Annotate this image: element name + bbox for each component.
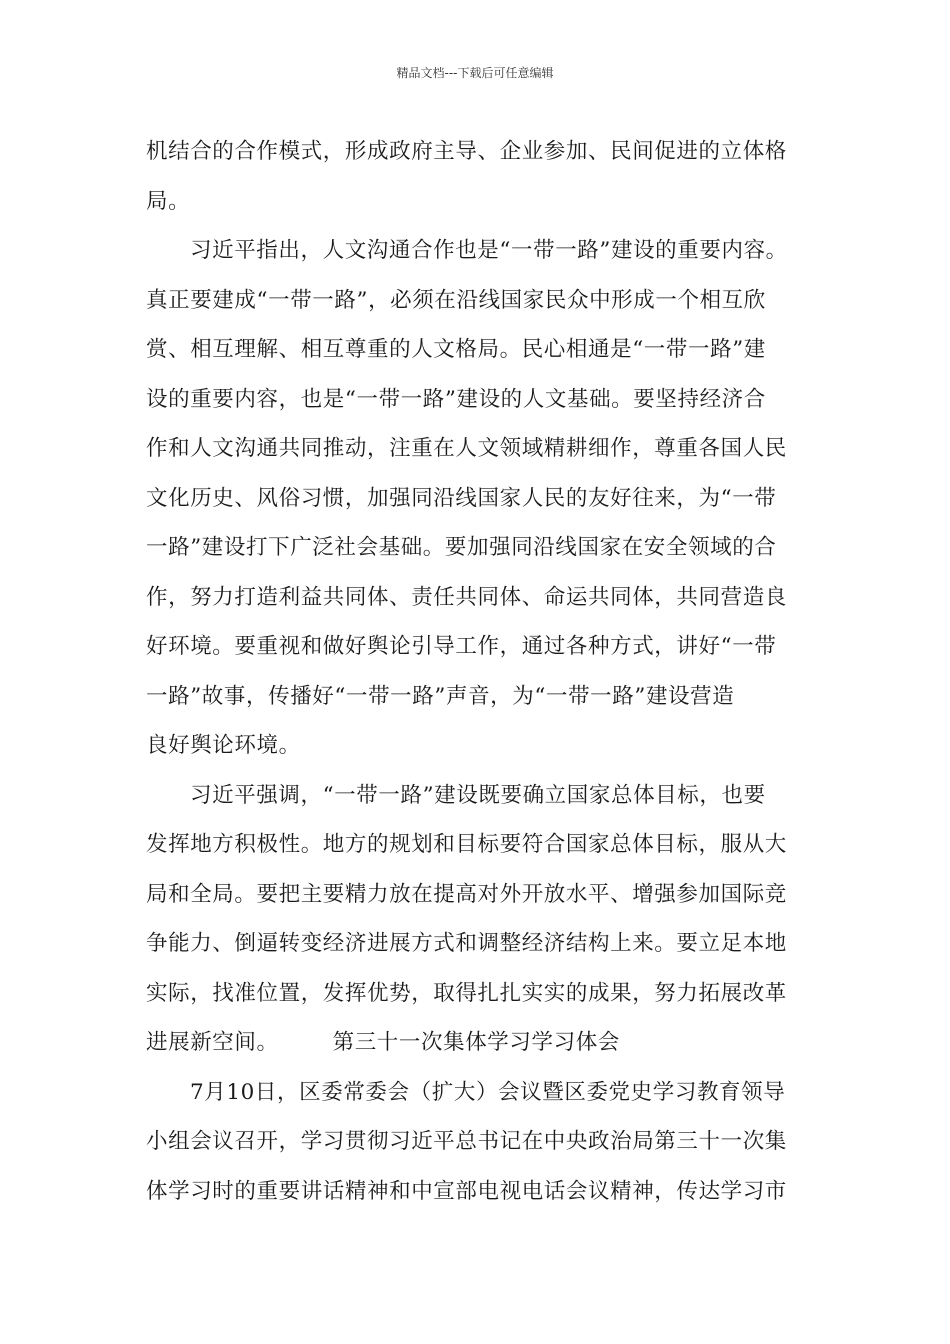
text-line: 争能力、倒逼转变经济进展方式和调整经济结构上来。要立足本地 <box>146 931 787 956</box>
text-line: 体学习时的重要讲话精神和中宣部电视电话会议精神，传达学习市 <box>146 1178 787 1204</box>
text-line: 文化历史、风俗习惯，加强同沿线国家人民的友好往来，为“一带 <box>146 485 777 511</box>
text-line: 局和全局。要把主要精力放在提高对外开放水平、增强参加国际竞 <box>146 881 787 907</box>
text-line: 局。 <box>146 188 191 214</box>
paragraph-start-line: 习近平指出，人文沟通合作也是“一带一路”建设的重要内容。 <box>190 238 788 263</box>
page-header: 精品文档---下载后可任意编辑 <box>396 66 554 80</box>
text-line: 发挥地方积极性。地方的规划和目标要符合国家总体目标，服从大 <box>146 832 787 857</box>
section-heading: 第三十一次集体学习学习体会 <box>332 1030 620 1055</box>
text-segment: 进展新空间。 <box>146 1030 279 1055</box>
document-body <box>146 127 822 1216</box>
text-line: 一路”建设打下广泛社会基础。要加强同沿线国家在安全领域的合 <box>146 535 777 560</box>
paragraph-start-line: 7月10日，区委常委会（扩大）会议暨区委党史学习教育领导 <box>190 1079 786 1105</box>
text-line: 实际，找准位置，发挥优势，取得扎扎实实的成果，努力拓展改革 <box>146 980 787 1006</box>
text-line: 一路”故事，传播好“一带一路”声音，为“一带一路”建设营造 <box>146 683 735 709</box>
text-line-with-heading <box>146 1018 822 1068</box>
text-line: 作，努力打造利益共同体、责任共同体、命运共同体，共同营造良 <box>146 584 787 610</box>
text-line: 设的重要内容，也是“一带一路”建设的人文基础。要坚持经济合 <box>146 386 766 412</box>
paragraph-start-line: 习近平强调，“一带一路”建设既要确立国家总体目标，也要 <box>190 782 766 808</box>
text-line: 机结合的合作模式，形成政府主导、企业参加、民间促进的立体格 <box>146 139 787 164</box>
text-line: 作和人文沟通共同推动，注重在人文领域精耕细作，尊重各国人民 <box>146 436 787 461</box>
text-line: 真正要建成“一带一路”，必须在沿线国家民众中形成一个相互欣 <box>146 287 766 313</box>
text-line: 好环境。要重视和做好舆论引导工作，通过各种方式，讲好“一带 <box>146 634 777 659</box>
text-line: 良好舆论环境。 <box>146 733 301 758</box>
text-line: 赏、相互理解、相互尊重的人文格局。民心相通是“一带一路”建 <box>146 337 766 362</box>
text-line: 小组会议召开，学习贯彻习近平总书记在中央政治局第三十一次集 <box>146 1129 787 1154</box>
